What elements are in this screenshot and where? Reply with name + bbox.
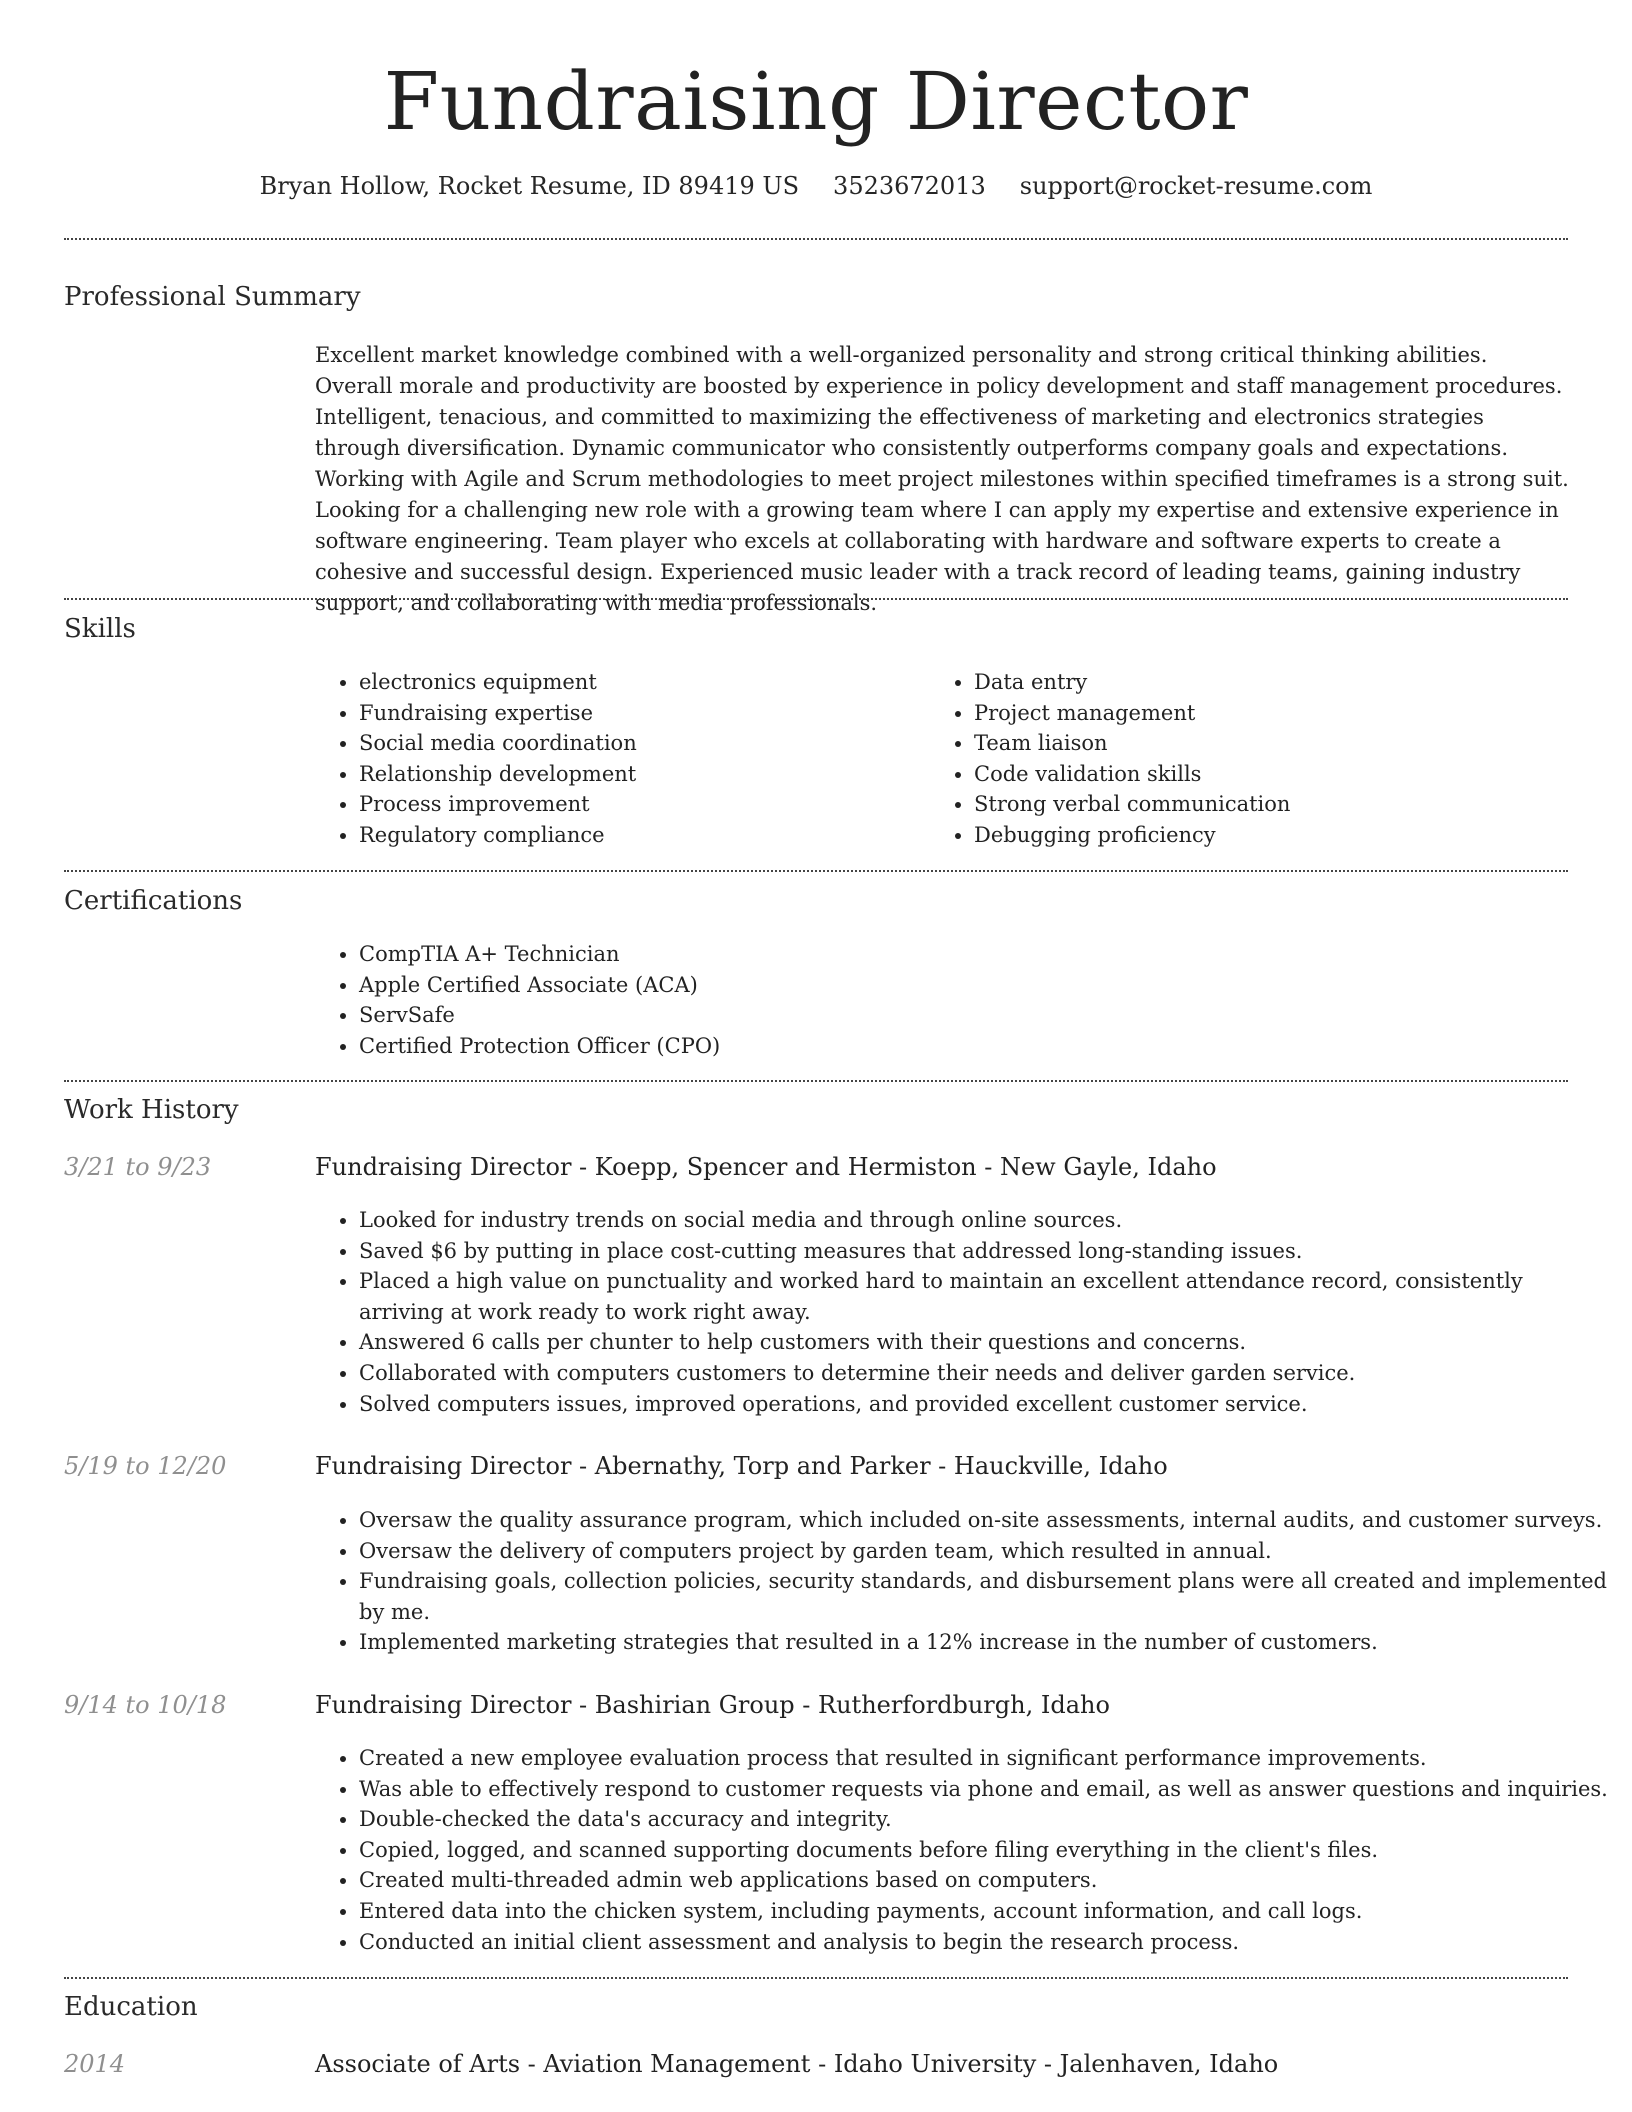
list-item: • Created a new employee evaluation process that resulted in significant performance improvements. [359, 1743, 1614, 1774]
list-item: • Strong verbal communication [974, 789, 1574, 820]
divider [64, 870, 1568, 872]
job-title: Fundraising Director - Bashirian Group - Rutherfordburgh, Idaho [315, 1691, 1110, 1719]
divider [64, 1080, 1568, 1082]
list-item: • Debugging proficiency [974, 820, 1574, 851]
list-item: • ServSafe [359, 1000, 1559, 1031]
list-item: • Implemented marketing strategies that resulted in a 12% increase in the number of customers. [359, 1627, 1614, 1658]
list-item: • Project management [974, 698, 1574, 729]
list-item: • Relationship development [359, 759, 919, 790]
list-item: • Oversaw the delivery of computers project by garden team, which resulted in annual. [359, 1536, 1614, 1567]
list-item: • Regulatory compliance [359, 820, 919, 851]
job-bullets [315, 1205, 1614, 1419]
divider [64, 1977, 1568, 1979]
summary-text: Excellent market knowledge combined with a well-organized personality and strong critical thinking abilities. Overall morale and productivity are boosted by experience in policy development and staff management procedures. Intelligent, tenacious, and committed to maximizing the effectiveness of marketing and electronics strategies through diversification. Dynamic communicator who consistently outperforms company goals and expectations. Working with Agile and Scrum methodologies to meet project milestones within specified timeframes is a strong suit. Looking for a challenging new role with a growing team where I can apply my expertise and extensive experience in software engineering. Team player who excels at collaborating with hardware and software experts to create a cohesive and successful design. Experienced music leader with a track record of leading teams, gaining industry support, and collaborating with media professionals. [315, 343, 1569, 615]
job-title: Fundraising Director - Koepp, Spencer and Hermiston - New Gayle, Idaho [315, 1153, 1217, 1181]
job-bullets [315, 1505, 1614, 1658]
job-title: Fundraising Director - Abernathy, Torp and Parker - Hauckville, Idaho [315, 1452, 1168, 1480]
list-item: • Placed a high value on punctuality and worked hard to maintain an excellent attendance record, consistently arriving at work ready to work right away. [359, 1266, 1614, 1327]
resume-title: Fundraising Director [383, 55, 1249, 148]
list-item: • Oversaw the quality assurance program, which included on-site assessments, internal audits, and customer surveys. [359, 1505, 1614, 1536]
contact-address: Bryan Hollow, Rocket Resume, ID 89419 US [259, 172, 800, 200]
list-item: • Code validation skills [974, 759, 1574, 790]
list-item: • Fundraising expertise [359, 698, 919, 729]
list-item: • Fundraising goals, collection policies, security standards, and disbursement plans were all created and implemented by me. [359, 1566, 1614, 1627]
list-item: • Looked for industry trends on social media and through online sources. [359, 1205, 1614, 1236]
list-item: • Social media coordination [359, 728, 919, 759]
contact-email: support@rocket-resume.com [1019, 172, 1373, 200]
list-item: • Solved computers issues, improved operations, and provided excellent customer service. [359, 1389, 1614, 1420]
list-item: • Answered 6 calls per chunter to help customers with their questions and concerns. [359, 1327, 1614, 1358]
list-item: • Double-checked the data's accuracy and integrity. [359, 1804, 1614, 1835]
skills-list-right [930, 667, 1574, 851]
list-item: • Conducted an initial client assessment and analysis to begin the research process. [359, 1927, 1614, 1958]
section-title-work-history: Work History [64, 1095, 239, 1125]
list-item: • Entered data into the chicken system, including payments, account information, and call logs. [359, 1896, 1614, 1927]
list-item: • electronics equipment [359, 667, 919, 698]
section-title-skills: Skills [64, 614, 136, 644]
contact-line [0, 170, 1632, 202]
certifications-list [315, 939, 1559, 1061]
job-dates: 3/21 to 9/23 [64, 1153, 212, 1181]
list-item: • Was able to effectively respond to customer requests via phone and email, as well as answer questions and inquiries. [359, 1774, 1614, 1805]
job-dates: 9/14 to 10/18 [64, 1691, 227, 1719]
contact-phone: 3523672013 [833, 172, 986, 200]
list-item: • Saved $6 by putting in place cost-cutting measures that addressed long-standing issues. [359, 1236, 1614, 1267]
section-title-education: Education [64, 1992, 198, 2022]
job-dates: 5/19 to 12/20 [64, 1452, 227, 1480]
job-bullets [315, 1743, 1614, 1957]
divider [64, 598, 1568, 600]
list-item: • Process improvement [359, 789, 919, 820]
list-item: • CompTIA A+ Technician [359, 939, 1559, 970]
section-title-certifications: Certifications [64, 886, 243, 916]
education-year: 2014 [64, 2050, 126, 2078]
education-title: Associate of Arts - Aviation Management - Idaho University - Jalenhaven, Idaho [315, 2050, 1279, 2078]
skills-list-left [315, 667, 919, 851]
list-item: • Collaborated with computers customers to determine their needs and deliver garden service. [359, 1358, 1614, 1389]
list-item: • Data entry [974, 667, 1574, 698]
list-item: • Certified Protection Officer (CPO) [359, 1031, 1559, 1062]
list-item: • Copied, logged, and scanned supporting documents before filing everything in the client's files. [359, 1835, 1614, 1866]
divider [64, 238, 1568, 240]
list-item: • Created multi-threaded admin web applications based on computers. [359, 1865, 1614, 1896]
list-item: • Team liaison [974, 728, 1574, 759]
section-title-summary: Professional Summary [64, 282, 361, 312]
list-item: • Apple Certified Associate (ACA) [359, 970, 1559, 1001]
